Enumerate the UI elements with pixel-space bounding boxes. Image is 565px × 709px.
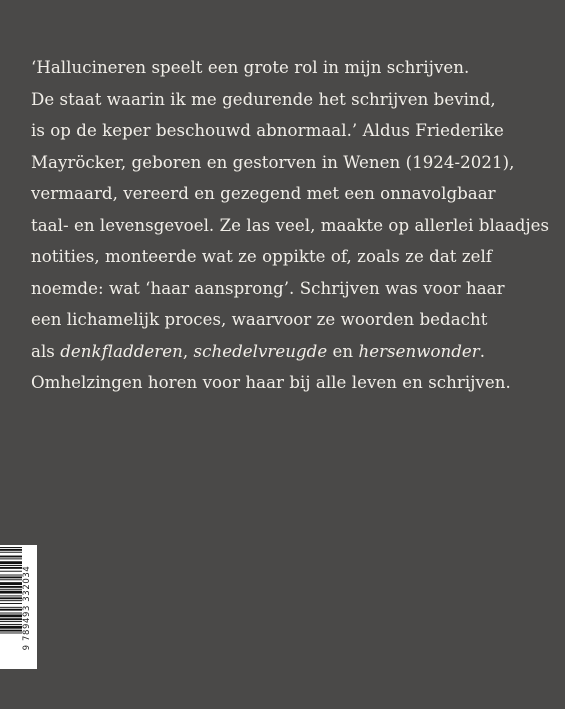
blurb-line: De staat waarin ik me gedurende het schrijven bevind, bbox=[31, 89, 496, 109]
blurb-line: een lichamelijk proces, waarvoor ze woorden bedacht bbox=[31, 310, 488, 329]
blurb-line: is op de keper beschouwd abnormaal.’ Aldus Friederike bbox=[31, 121, 504, 140]
blurb-line-coinages bbox=[31, 336, 551, 368]
barcode-bar bbox=[0, 618, 22, 620]
barcode-bar bbox=[0, 558, 22, 559]
isbn-number: 9 789493 332034 bbox=[22, 565, 32, 651]
barcode-bar bbox=[0, 630, 22, 632]
barcode-bar bbox=[0, 614, 22, 617]
blurb-line: Omhelzingen horen voor haar bij alle leven en schrijven. bbox=[31, 373, 511, 392]
blurb-text bbox=[31, 52, 551, 399]
barcode-bar bbox=[0, 589, 22, 590]
barcode-bar bbox=[0, 600, 22, 601]
barcode-bar bbox=[0, 565, 22, 566]
barcode-bar bbox=[0, 621, 22, 622]
barcode-bar bbox=[0, 576, 22, 578]
barcode-bar bbox=[0, 582, 22, 585]
blurb-line: noemde: wat ‘haar aansprong’. Schrijven was voor haar bbox=[31, 278, 505, 298]
barcode-bar bbox=[0, 556, 22, 558]
coinage-term: denkfladderen bbox=[60, 341, 183, 361]
coinage-separator: , bbox=[182, 341, 194, 361]
barcode-bar bbox=[0, 595, 22, 596]
barcode-bar bbox=[0, 586, 22, 588]
barcode-bar bbox=[0, 561, 22, 564]
blurb-line: ‘Hallucineren speelt een grote rol in mijn schrijven. bbox=[31, 58, 470, 77]
barcode-bar bbox=[0, 552, 22, 553]
barcode-bar bbox=[0, 624, 22, 625]
barcode-bar bbox=[0, 567, 22, 569]
blurb-line: taal- en levensgevoel. Ze las veel, maakte op allerlei blaadjes bbox=[31, 215, 550, 235]
barcode-bar bbox=[0, 633, 22, 634]
coinage-prefix: als bbox=[31, 341, 61, 361]
barcode-bar bbox=[0, 603, 22, 604]
barcode-bar bbox=[0, 591, 22, 594]
barcode-bar bbox=[0, 609, 22, 611]
coinage-separator: en bbox=[327, 341, 359, 361]
blurb-line: notities, monteerde wat ze oppikte of, zoals ze dat zelf bbox=[31, 247, 493, 266]
barcode-bar bbox=[0, 571, 22, 572]
barcode-bar bbox=[0, 607, 22, 608]
barcode-bar bbox=[0, 626, 22, 629]
barcode-bar bbox=[0, 549, 22, 551]
barcode-bar bbox=[0, 547, 22, 548]
barcode-bar bbox=[0, 597, 22, 599]
coinage-term: schedelvreugde bbox=[193, 341, 328, 361]
coinage-term: hersenwonder bbox=[358, 341, 480, 361]
barcode-bar bbox=[0, 613, 22, 614]
barcode-bar bbox=[0, 579, 22, 580]
blurb-line: vermaard, vereerd en gezegend met een onnavolgbaar bbox=[31, 184, 496, 203]
coinage-suffix: . bbox=[479, 341, 486, 361]
blurb-line: Mayröcker, geboren en gestorven in Wenen (1924-2021), bbox=[31, 152, 515, 172]
barcode-bar bbox=[0, 575, 22, 576]
